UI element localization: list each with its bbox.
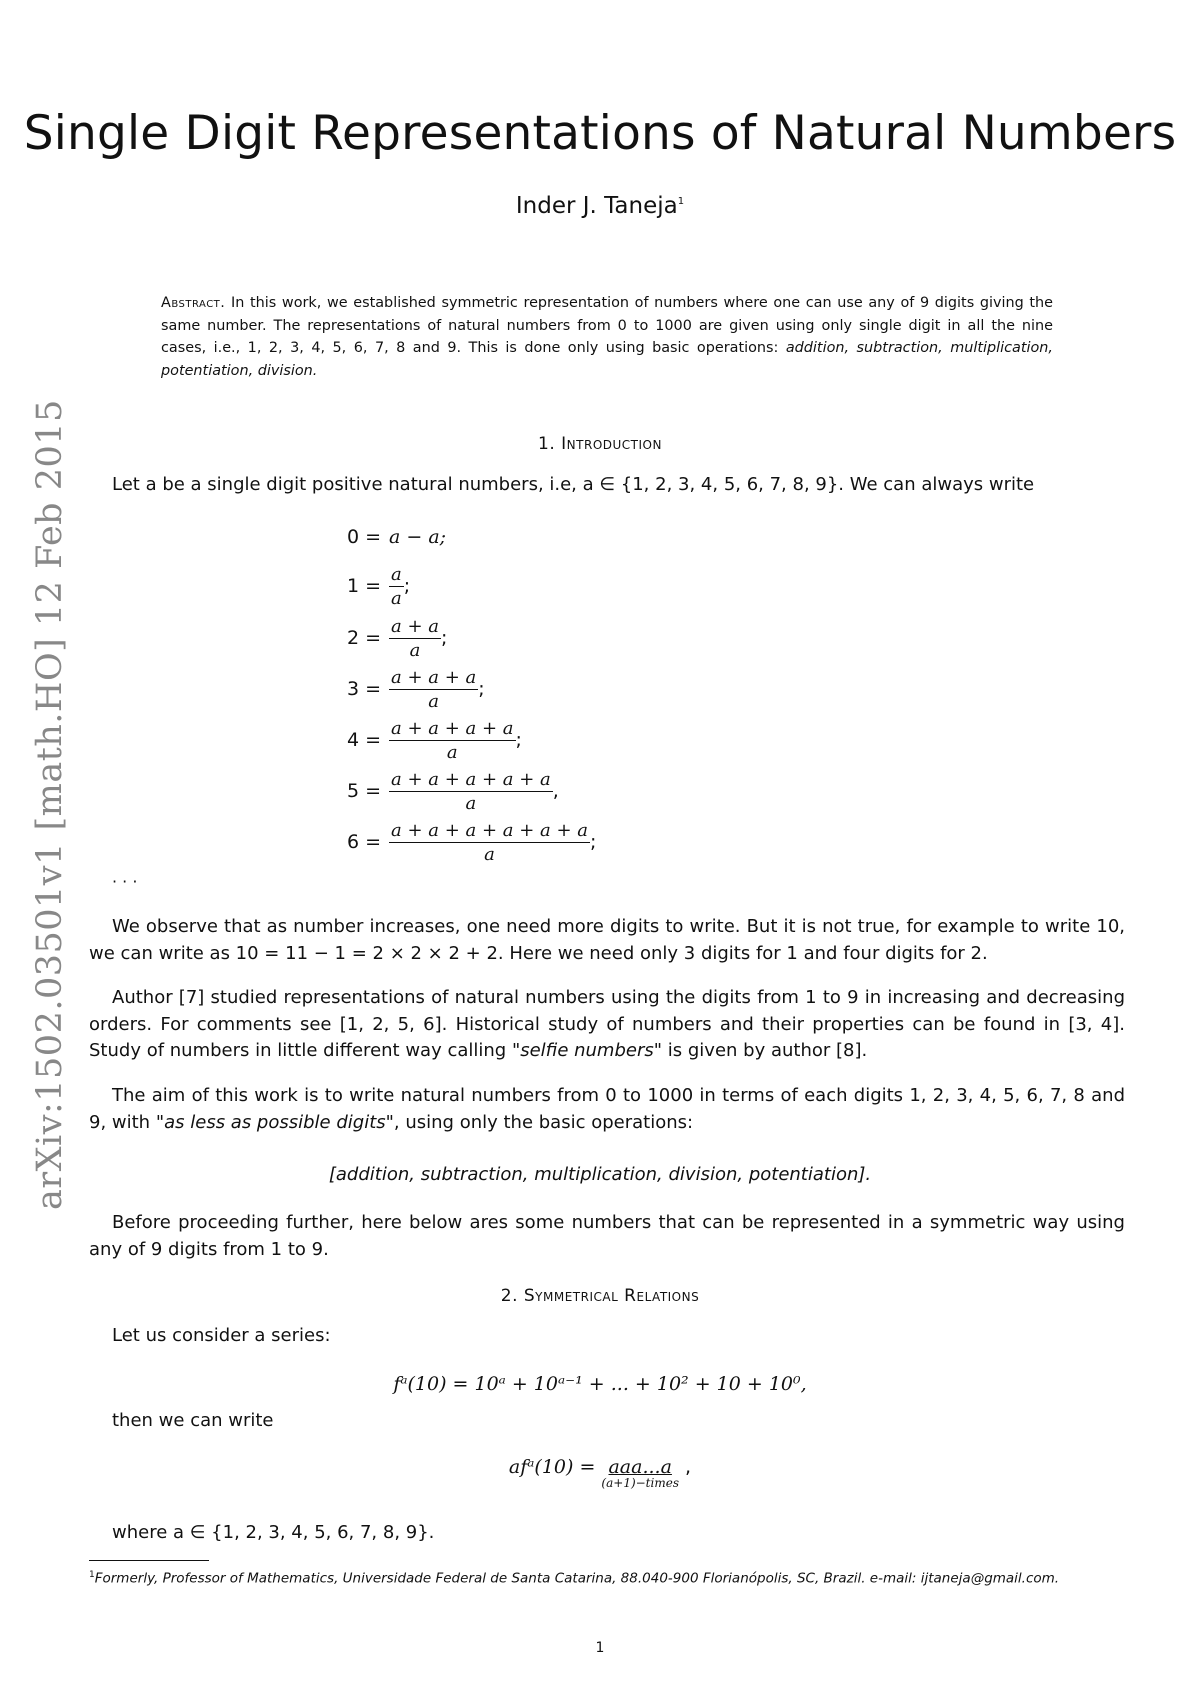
fraction xyxy=(389,616,441,661)
denominator: a xyxy=(391,587,402,609)
equation-tail: ; xyxy=(441,627,448,649)
equation-tail: ; xyxy=(403,575,411,597)
equation-tail: ; xyxy=(515,729,522,751)
equation-6 xyxy=(347,818,596,866)
author-footnote-mark: 1 xyxy=(677,196,685,207)
equation-1 xyxy=(347,562,410,610)
paragraph-observation: We observe that as number increases, one need more digits to write. But it is not true, for example to write 10, we can write as 10 = 11 − 1 = 2 × 2 × 2 + 2. Here we need only 3 digits for 1 and four digits for 2. xyxy=(89,916,1125,964)
page-number: 1 xyxy=(595,1640,605,1656)
numerator: a + a + a + a + a xyxy=(391,768,551,790)
paragraph-series: Let us consider a series: xyxy=(112,1325,331,1346)
paragraph-text: , using only the basic operations: xyxy=(393,1111,694,1133)
denominator: a xyxy=(465,792,477,814)
equation-lhs: 2 = xyxy=(347,627,382,649)
series-equation xyxy=(0,1373,1200,1395)
paragraph-before-proceeding: Before proceeding further, here below ares some numbers that can be represented in a symmetric way using any of 9 digits from 1 to 9. xyxy=(89,1212,1125,1260)
numerator: a + a + a + a + a + a xyxy=(391,819,589,841)
fraction xyxy=(389,718,516,763)
arxiv-stamp: arXiv:1502.03501v1 [math.HO] 12 Feb 2015 xyxy=(30,399,70,1210)
section-heading-introduction: 1. Introduction xyxy=(538,434,662,454)
intro-paragraph: Let a be a single digit positive natural numbers, i.e, a ∈ {1, 2, 3, 4, 5, 6, 7, 8, 9}. We can always write xyxy=(112,474,1035,495)
fraction xyxy=(389,564,404,609)
abstract-label: Abstract. xyxy=(161,295,226,311)
equation-lhs: 6 = xyxy=(347,831,382,853)
underbrace-group xyxy=(601,1456,679,1490)
numerator: a + a xyxy=(391,615,439,637)
series-formula: fᵃ(10) = 10ᵃ + 10ᵃ⁻¹ + ... + 10² + 10 + 10⁰, xyxy=(393,1373,807,1395)
equation-lhs: 5 = xyxy=(347,780,382,802)
paragraph-author-study xyxy=(89,985,1125,1065)
abstract xyxy=(161,292,1053,382)
equation-3 xyxy=(347,665,485,713)
equation-2 xyxy=(347,614,447,662)
footnote-mark: 1 xyxy=(89,1570,95,1580)
repdigit-lhs: afᵃ(10) = xyxy=(508,1456,596,1478)
denominator: a xyxy=(484,843,495,865)
equation-lhs: 0 = xyxy=(347,526,382,548)
repdigit-value: aaa...a xyxy=(608,1456,672,1478)
author-line xyxy=(0,193,1200,219)
equation-tail: ; xyxy=(478,678,485,700)
equation-tail: , xyxy=(552,780,559,802)
paragraph-text: Author [7] studied representations of natural numbers using the digits from 1 to 9 in increasing and decreasing orders. For comments see [1, 2, 5, 6]. Historical study of numbers and their properties can be found in [3, 4]. Study of numbers in little different way calling xyxy=(89,987,1125,1061)
paragraph-text: is given by author [8]. xyxy=(667,1040,868,1061)
emphasis-less-digits: "as less as possible digits" xyxy=(155,1111,394,1133)
footnote-rule xyxy=(89,1560,209,1561)
abstract-text: In this work, we established symmetric representation of numbers where one can use any of 9 digits giving the same number. The representations of natural numbers from 0 to 1000 are given using only single digit in all the nine cases, i.e., 1, 2, 3, 4, 5, 6, 7, 8 and 9. This is done only using basic operations: xyxy=(161,295,1054,356)
equation-lhs: 4 = xyxy=(347,729,382,751)
section-heading-symmetrical: 2. Symmetrical Relations xyxy=(500,1286,700,1306)
paragraph-then: then we can write xyxy=(112,1410,274,1431)
paper-title: Single Digit Representations of Natural Numbers xyxy=(23,106,1177,161)
abstract-ops: addition, subtraction, multiplication, potentiation, division. xyxy=(161,340,1053,379)
author-name: Inder J. Taneja xyxy=(515,193,678,219)
equation-0 xyxy=(347,520,446,554)
paragraph-text: The aim of this work is to write natural numbers from 0 to 1000 in terms of each digits 1, 2, 3, 4, 5, 6, 7, 8 and 9, with xyxy=(89,1085,1125,1133)
emphasis-selfie: "selfie numbers" xyxy=(511,1040,663,1061)
paragraph-aim xyxy=(89,1083,1125,1136)
equation-lhs: 3 = xyxy=(347,678,382,700)
fraction xyxy=(389,667,478,712)
footnote-text: Formerly, Professor of Mathematics, Universidade Federal de Santa Catarina, 88.040-900 Florianópolis, SC, Brazil. e-mail: ijtaneja@gmail.com. xyxy=(94,1570,1060,1587)
equation-4 xyxy=(347,716,522,764)
numerator: a + a + a + a xyxy=(391,717,514,739)
underbrace-label: (a+1)−times xyxy=(601,1476,679,1490)
numerator: a + a + a xyxy=(391,666,477,688)
paragraph-where: where a ∈ {1, 2, 3, 4, 5, 6, 7, 8, 9}. xyxy=(112,1522,435,1543)
repdigit-equation xyxy=(0,1456,1200,1490)
equation-tail: , xyxy=(685,1456,692,1478)
operations-line: [addition, subtraction, multiplication, division, potentiation]. xyxy=(328,1164,872,1185)
equation-rhs: a − a; xyxy=(389,526,447,548)
denominator: a xyxy=(446,741,458,763)
ellipsis: · · · xyxy=(112,872,138,891)
equation-5 xyxy=(347,767,559,815)
denominator: a xyxy=(428,690,439,712)
fraction xyxy=(389,820,590,865)
footnote xyxy=(89,1570,1129,1587)
equation-tail: ; xyxy=(590,831,597,853)
fraction xyxy=(389,769,553,814)
denominator: a xyxy=(409,639,421,661)
equation-lhs: 1 = xyxy=(347,575,382,597)
numerator: a xyxy=(391,563,402,585)
